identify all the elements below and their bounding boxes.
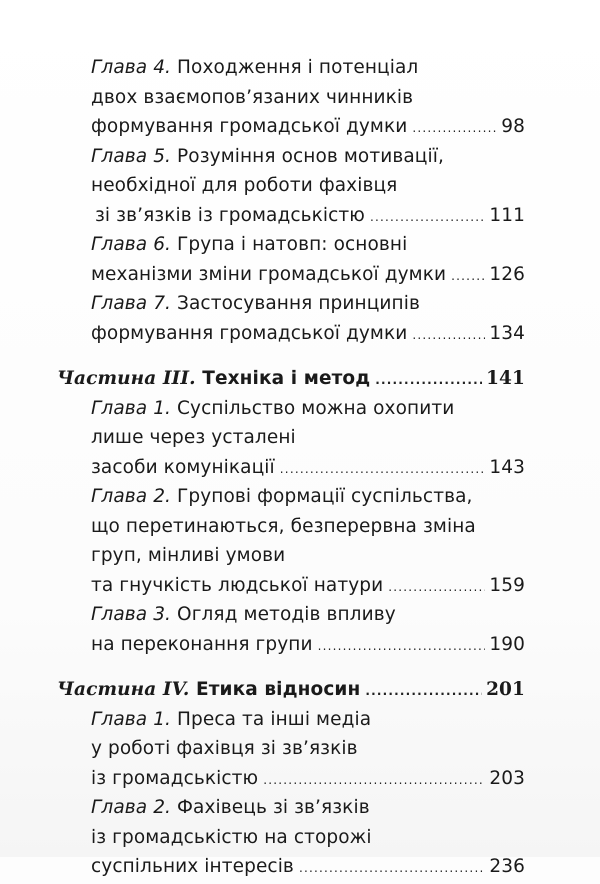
toc-line [57,571,525,601]
dot-leader [375,366,482,396]
toc-line [57,112,525,142]
chapter-title: Суспільство можна охопити [177,397,455,419]
chapter-title: суспільних інтересів [91,856,294,877]
toc-line [57,260,525,290]
chapter-title: та гнучкість людської натури [91,574,384,596]
dot-leader [318,632,486,662]
toc-line [57,823,525,853]
chapter-label: Глава 4. [91,57,172,78]
toc-line [57,512,525,542]
page-number: 143 [489,456,525,478]
toc-line [57,142,525,172]
toc-line [57,53,525,83]
chapter-label: Глава 2. [91,797,172,818]
chapter-title: лише через усталені [91,427,296,448]
chapter-label: Глава 3. [91,604,172,625]
part-heading [57,675,525,705]
page-number: 98 [501,116,525,137]
chapter-title: у роботі фахівця зі зв’язків [91,738,358,759]
toc-line [57,83,525,113]
chapter-title: із громадськістю [91,767,259,789]
page-number: 236 [489,856,525,877]
section-gap [57,348,525,364]
page-number: 159 [489,574,525,596]
chapter-title: Огляд методів впливу [177,604,396,625]
chapter-title: Група і натовп: основні [177,234,408,255]
toc-line [57,201,525,231]
page-number: 126 [489,263,525,285]
chapter-title: із громадськістю на сторожі [91,826,372,848]
chapter-title: двох взаємопов’язаних чинників [91,86,414,108]
table-of-contents [57,53,525,882]
chapter-title: засоби комунікації [91,456,275,478]
chapter-title: механізми зміни громадської думки [91,263,447,285]
toc-line [57,423,525,453]
dot-leader [412,114,497,144]
toc-line [57,453,525,483]
chapter-title: формування громадської думки [91,116,408,137]
chapter-label: Глава 5. [91,145,172,167]
toc-line [57,319,525,349]
part-label: Частина IV. [57,679,190,700]
dot-leader [263,766,485,796]
part-title: Етика відносин [195,679,361,700]
chapter-title: Преса та інші медіа [177,708,372,730]
section-gap [57,659,525,675]
part-title: Техніка і метод [202,368,371,389]
chapter-label: Глава 1. [91,708,172,730]
chapter-title: формування громадської думки [91,322,408,344]
toc-part3-chapter-2 [57,482,525,600]
chapter-title: Розуміння основ мотивації, [177,145,444,167]
toc-line [57,394,525,424]
toc-line [57,541,525,571]
chapter-title: Фахівець зі зв’язків [177,797,370,818]
toc-chapter-6 [57,230,525,289]
chapter-title: що перетинаються, безперервна зміна [91,515,476,537]
toc-line [57,705,525,735]
toc-part-3 [57,364,525,394]
chapter-title: Походження і потенціал [177,57,419,78]
toc-line [57,482,525,512]
dot-leader [299,854,485,884]
chapter-label: Глава 1. [91,397,172,419]
page-number: 190 [489,633,525,655]
toc-part3-chapter-3 [57,600,525,659]
toc-line [57,289,525,319]
page-number: 201 [486,679,525,700]
toc-line [57,852,525,882]
dot-leader [280,455,486,485]
toc-chapter-7 [57,289,525,348]
page-number: 134 [489,322,525,344]
toc-line [57,230,525,260]
page-number: 203 [489,767,525,789]
toc-line [57,600,525,630]
chapter-title: Застосування принципів [177,293,420,314]
part-heading [57,364,525,394]
chapter-label: Глава 7. [91,293,172,314]
toc-line [57,171,525,201]
chapter-label: Глава 2. [91,486,172,507]
toc-line [57,734,525,764]
toc-part4-chapter-2 [57,793,525,882]
chapter-title: груп, мінливі умови [91,545,286,566]
toc-line [57,630,525,660]
chapter-title: на переконання групи [91,633,313,655]
toc-part3-chapter-1 [57,394,525,483]
dot-leader [451,262,485,292]
toc-part-4 [57,675,525,705]
toc-line [57,764,525,794]
dot-leader [365,677,482,707]
toc-chapter-5 [57,142,525,231]
chapter-title: необхідної для роботи фахівця [91,175,398,196]
chapter-label: Глава 6. [91,234,172,255]
dot-leader [412,321,485,351]
page-number: 111 [489,204,525,226]
toc-part4-chapter-1 [57,705,525,794]
dot-leader [370,203,485,233]
page-number: 141 [486,368,525,389]
toc-line [57,793,525,823]
chapter-title: зі зв’язків із громадськістю [95,204,365,226]
toc-chapter-4 [57,53,525,142]
part-label: Частина III. [57,368,196,389]
chapter-title: Групові формації суспільства, [177,486,473,507]
dot-leader [388,573,485,603]
